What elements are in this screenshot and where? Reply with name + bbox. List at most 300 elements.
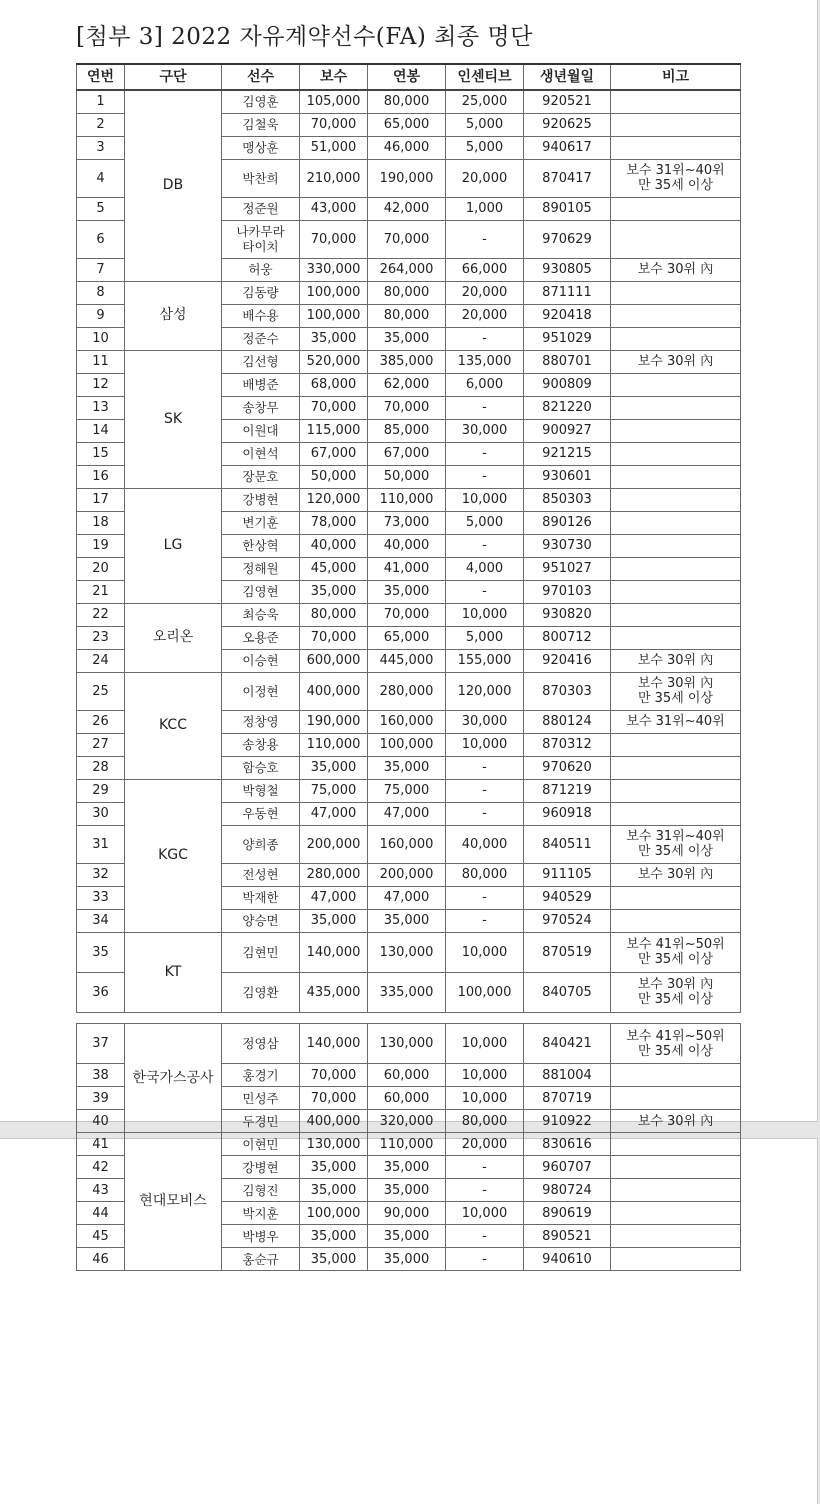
- incentive-value: 10,000: [446, 932, 524, 972]
- salary-value: 65,000: [368, 626, 446, 649]
- row-number: 44: [77, 1202, 125, 1225]
- player-name: [222, 1248, 300, 1271]
- table-row: [77, 90, 741, 113]
- player-name: [222, 756, 300, 779]
- table-row: [77, 281, 741, 304]
- row-number: 46: [77, 1248, 125, 1271]
- incentive-value: 80,000: [446, 863, 524, 886]
- incentive-value: 10,000: [446, 603, 524, 626]
- row-number: 5: [77, 197, 125, 220]
- row-number: 39: [77, 1087, 125, 1110]
- salary-value: 445,000: [368, 649, 446, 672]
- pay-value: 40,000: [300, 534, 368, 557]
- player-name-line: 이정현: [242, 683, 279, 699]
- salary-value: 100,000: [368, 733, 446, 756]
- player-name-line: 맹상훈: [242, 140, 279, 155]
- note-cell: [611, 802, 741, 825]
- note-cell: [611, 511, 741, 534]
- incentive-value: 5,000: [446, 511, 524, 534]
- player-name: [222, 909, 300, 932]
- birthdate-value: 920625: [524, 113, 611, 136]
- salary-value: 320,000: [368, 1110, 446, 1133]
- note-cell: [611, 1024, 741, 1064]
- salary-value: 335,000: [368, 972, 446, 1012]
- note-cell: [611, 488, 741, 511]
- birthdate-value: 911105: [524, 863, 611, 886]
- pay-value: 100,000: [300, 281, 368, 304]
- pay-value: 70,000: [300, 220, 368, 258]
- fa-list-table-continued: [76, 1023, 741, 1271]
- incentive-value: 20,000: [446, 304, 524, 327]
- salary-value: 85,000: [368, 419, 446, 442]
- salary-value: 60,000: [368, 1064, 446, 1087]
- note-cell: [611, 1064, 741, 1087]
- salary-value: 110,000: [368, 1133, 446, 1156]
- salary-value: 160,000: [368, 825, 446, 863]
- row-number: 31: [77, 825, 125, 863]
- birthdate-value: 880124: [524, 710, 611, 733]
- note-line: 보수 30위 內: [637, 262, 714, 277]
- document-page-2: [0, 1028, 818, 1504]
- incentive-value: 10,000: [446, 1024, 524, 1064]
- pay-value: 520,000: [300, 350, 368, 373]
- pay-value: 35,000: [300, 580, 368, 603]
- header-team: 구단: [125, 64, 222, 90]
- row-number: 38: [77, 1064, 125, 1087]
- birthdate-value: 880701: [524, 350, 611, 373]
- note-cell: [611, 733, 741, 756]
- player-name-line: 이원대: [242, 423, 279, 438]
- row-number: 21: [77, 580, 125, 603]
- note-cell: [611, 863, 741, 886]
- incentive-value: -: [446, 1156, 524, 1179]
- incentive-value: 10,000: [446, 1064, 524, 1087]
- birthdate-value: 870519: [524, 932, 611, 972]
- player-name-line: 양희종: [242, 836, 279, 852]
- team-name: 현대모비스: [125, 1133, 222, 1271]
- birthdate-value: 980724: [524, 1179, 611, 1202]
- pay-value: 35,000: [300, 1248, 368, 1271]
- incentive-value: 4,000: [446, 557, 524, 580]
- header-no: 연번: [77, 64, 125, 90]
- note-cell: [611, 1133, 741, 1156]
- player-name-line: 장문호: [242, 469, 279, 484]
- salary-value: 70,000: [368, 396, 446, 419]
- note-cell: [611, 909, 741, 932]
- player-name-line: 박형철: [242, 783, 279, 798]
- incentive-value: -: [446, 909, 524, 932]
- pay-value: 35,000: [300, 756, 368, 779]
- player-name-line: 김영훈: [242, 94, 279, 110]
- player-name-line: 배병준: [242, 377, 279, 392]
- player-name: [222, 557, 300, 580]
- row-number: 26: [77, 710, 125, 733]
- pay-value: 120,000: [300, 488, 368, 511]
- player-name-line: 함승호: [242, 760, 279, 775]
- note-line: 보수 31위~40위: [626, 829, 725, 844]
- row-number: 14: [77, 419, 125, 442]
- pay-value: 100,000: [300, 1202, 368, 1225]
- player-name: [222, 350, 300, 373]
- birthdate-value: 970620: [524, 756, 611, 779]
- table-row: [77, 1024, 741, 1064]
- player-name-line: 박찬희: [242, 170, 279, 186]
- salary-value: 80,000: [368, 304, 446, 327]
- player-name: [222, 825, 300, 863]
- incentive-value: -: [446, 1225, 524, 1248]
- player-name: [222, 1225, 300, 1248]
- header-incentive: 인센티브: [446, 64, 524, 90]
- header-salary: 연봉: [368, 64, 446, 90]
- player-name-line: 홍경기: [242, 1067, 279, 1083]
- player-name: [222, 419, 300, 442]
- row-number: 42: [77, 1156, 125, 1179]
- salary-value: 75,000: [368, 779, 446, 802]
- row-number: 45: [77, 1225, 125, 1248]
- row-number: 24: [77, 649, 125, 672]
- incentive-value: 5,000: [446, 626, 524, 649]
- salary-value: 47,000: [368, 886, 446, 909]
- row-number: 17: [77, 488, 125, 511]
- row-number: 1: [77, 90, 125, 113]
- row-number: 27: [77, 733, 125, 756]
- incentive-value: -: [446, 442, 524, 465]
- player-name: [222, 258, 300, 281]
- player-name: [222, 1202, 300, 1225]
- note-line: 보수 41위~50위: [626, 1028, 725, 1044]
- salary-value: 70,000: [368, 220, 446, 258]
- pay-value: 35,000: [300, 909, 368, 932]
- incentive-value: 25,000: [446, 90, 524, 113]
- row-number: 2: [77, 113, 125, 136]
- row-number: 23: [77, 626, 125, 649]
- team-name: KGC: [125, 779, 222, 932]
- player-name: [222, 1156, 300, 1179]
- player-name: [222, 886, 300, 909]
- note-cell: [611, 304, 741, 327]
- table-row: [77, 672, 741, 710]
- table-row: [77, 779, 741, 802]
- salary-value: 67,000: [368, 442, 446, 465]
- incentive-value: 20,000: [446, 1133, 524, 1156]
- player-name-line: 이승현: [242, 653, 279, 668]
- pay-value: 70,000: [300, 396, 368, 419]
- pay-value: 140,000: [300, 1024, 368, 1064]
- incentive-value: 10,000: [446, 733, 524, 756]
- incentive-value: -: [446, 465, 524, 488]
- player-name-line: 나카무라: [236, 224, 285, 239]
- incentive-value: 10,000: [446, 1087, 524, 1110]
- note-cell: [611, 710, 741, 733]
- note-cell: [611, 1248, 741, 1271]
- player-name: [222, 488, 300, 511]
- note-cell: [611, 136, 741, 159]
- player-name-line: 송창무: [242, 400, 279, 415]
- incentive-value: 66,000: [446, 258, 524, 281]
- pay-value: 47,000: [300, 886, 368, 909]
- header-player: 선수: [222, 64, 300, 90]
- player-name: [222, 281, 300, 304]
- player-name: [222, 90, 300, 113]
- incentive-value: -: [446, 534, 524, 557]
- player-name-line: 박재한: [242, 890, 279, 905]
- incentive-value: 10,000: [446, 1202, 524, 1225]
- player-name: [222, 1064, 300, 1087]
- incentive-value: -: [446, 1179, 524, 1202]
- pay-value: 43,000: [300, 197, 368, 220]
- row-number: 33: [77, 886, 125, 909]
- team-name: SK: [125, 350, 222, 488]
- note-cell: [611, 779, 741, 802]
- pay-value: 35,000: [300, 1225, 368, 1248]
- incentive-value: 6,000: [446, 373, 524, 396]
- salary-value: 35,000: [368, 1225, 446, 1248]
- player-name-line: 정준수: [242, 331, 279, 346]
- incentive-value: -: [446, 779, 524, 802]
- pay-value: 200,000: [300, 825, 368, 863]
- salary-value: 280,000: [368, 672, 446, 710]
- note-line: 만 35세 이상: [637, 1043, 714, 1059]
- birthdate-value: 951027: [524, 557, 611, 580]
- table-row: [77, 350, 741, 373]
- note-line: 만 35세 이상: [637, 691, 714, 706]
- table-row: [77, 932, 741, 972]
- player-name: [222, 220, 300, 258]
- salary-value: 65,000: [368, 113, 446, 136]
- note-cell: [611, 327, 741, 350]
- player-name: [222, 603, 300, 626]
- header-note: 비고: [611, 64, 741, 90]
- row-number: 43: [77, 1179, 125, 1202]
- note-cell: [611, 756, 741, 779]
- note-cell: [611, 932, 741, 972]
- row-number: 34: [77, 909, 125, 932]
- note-cell: [611, 197, 741, 220]
- birthdate-value: 840511: [524, 825, 611, 863]
- incentive-value: -: [446, 886, 524, 909]
- player-name: [222, 1024, 300, 1064]
- birthdate-value: 850303: [524, 488, 611, 511]
- team-name: 삼성: [125, 281, 222, 350]
- note-line: 보수 30위 內: [637, 676, 714, 691]
- birthdate-value: 900927: [524, 419, 611, 442]
- player-name: [222, 1179, 300, 1202]
- birthdate-value: 890521: [524, 1225, 611, 1248]
- incentive-value: -: [446, 580, 524, 603]
- header-birthdate: 생년월일: [524, 64, 611, 90]
- player-name-line: 정준원: [242, 201, 279, 216]
- player-name: [222, 465, 300, 488]
- table-row: [77, 1133, 741, 1156]
- player-name-line: 두경민: [242, 1113, 279, 1129]
- note-line: 보수 30위 內: [637, 354, 714, 369]
- birthdate-value: 970629: [524, 220, 611, 258]
- player-name-line: 김영현: [242, 584, 279, 599]
- pay-value: 100,000: [300, 304, 368, 327]
- note-cell: [611, 1179, 741, 1202]
- birthdate-value: 940529: [524, 886, 611, 909]
- row-number: 7: [77, 258, 125, 281]
- note-cell: [611, 886, 741, 909]
- salary-value: 130,000: [368, 1024, 446, 1064]
- player-name: [222, 863, 300, 886]
- birthdate-value: 870719: [524, 1087, 611, 1110]
- birthdate-value: 930805: [524, 258, 611, 281]
- birthdate-value: 920521: [524, 90, 611, 113]
- salary-value: 46,000: [368, 136, 446, 159]
- pay-value: 400,000: [300, 672, 368, 710]
- row-number: 13: [77, 396, 125, 419]
- player-name-line: 변기훈: [242, 515, 279, 530]
- incentive-value: -: [446, 802, 524, 825]
- team-name: KT: [125, 932, 222, 1012]
- note-cell: [611, 1202, 741, 1225]
- birthdate-value: 881004: [524, 1064, 611, 1087]
- pay-value: 115,000: [300, 419, 368, 442]
- note-cell: [611, 1225, 741, 1248]
- note-cell: [611, 672, 741, 710]
- table-row: [77, 603, 741, 626]
- row-number: 20: [77, 557, 125, 580]
- row-number: 19: [77, 534, 125, 557]
- note-line: 보수 31위~40위: [626, 714, 725, 729]
- player-name-line: 김영환: [242, 984, 279, 1000]
- table-row: [77, 488, 741, 511]
- incentive-value: 5,000: [446, 136, 524, 159]
- player-name-line: 최승욱: [242, 607, 279, 622]
- row-number: 12: [77, 373, 125, 396]
- birthdate-value: 890105: [524, 197, 611, 220]
- player-name: [222, 113, 300, 136]
- note-line: 보수 30위 內: [637, 1113, 714, 1129]
- player-name-line: 우동현: [242, 806, 279, 821]
- player-name: [222, 136, 300, 159]
- note-cell: [611, 603, 741, 626]
- player-name-line: 배수용: [242, 308, 279, 323]
- note-cell: [611, 1087, 741, 1110]
- row-number: 35: [77, 932, 125, 972]
- pay-value: 435,000: [300, 972, 368, 1012]
- incentive-value: -: [446, 327, 524, 350]
- player-name: [222, 932, 300, 972]
- fa-list-table: [76, 63, 741, 1013]
- row-number: 4: [77, 159, 125, 197]
- note-cell: [611, 159, 741, 197]
- player-name: [222, 373, 300, 396]
- note-cell: [611, 442, 741, 465]
- pay-value: 78,000: [300, 511, 368, 534]
- player-name: [222, 1133, 300, 1156]
- pay-value: 280,000: [300, 863, 368, 886]
- note-cell: [611, 534, 741, 557]
- row-number: 18: [77, 511, 125, 534]
- note-cell: [611, 373, 741, 396]
- birthdate-value: 821220: [524, 396, 611, 419]
- pay-value: 70,000: [300, 1087, 368, 1110]
- incentive-value: 155,000: [446, 649, 524, 672]
- birthdate-value: 910922: [524, 1110, 611, 1133]
- player-name-line: 김철욱: [242, 117, 279, 132]
- row-number: 32: [77, 863, 125, 886]
- birthdate-value: 930601: [524, 465, 611, 488]
- player-name-line: 김동량: [242, 285, 279, 300]
- pay-value: 75,000: [300, 779, 368, 802]
- salary-value: 35,000: [368, 327, 446, 350]
- note-cell: [611, 580, 741, 603]
- salary-value: 50,000: [368, 465, 446, 488]
- document-title: [첨부 3] 2022 자유계약선수(FA) 최종 명단: [76, 24, 533, 50]
- birthdate-value: 840705: [524, 972, 611, 1012]
- incentive-value: 5,000: [446, 113, 524, 136]
- note-line: 보수 30위 內: [637, 867, 714, 882]
- pay-value: 330,000: [300, 258, 368, 281]
- note-cell: [611, 113, 741, 136]
- birthdate-value: 970103: [524, 580, 611, 603]
- salary-value: 42,000: [368, 197, 446, 220]
- incentive-value: 30,000: [446, 710, 524, 733]
- player-name-line: 이현석: [242, 446, 279, 461]
- salary-value: 35,000: [368, 1179, 446, 1202]
- player-name-line: 박병우: [242, 1228, 279, 1244]
- pay-value: 130,000: [300, 1133, 368, 1156]
- incentive-value: 10,000: [446, 488, 524, 511]
- player-name: [222, 396, 300, 419]
- pay-value: 50,000: [300, 465, 368, 488]
- player-name: [222, 159, 300, 197]
- salary-value: 385,000: [368, 350, 446, 373]
- row-number: 36: [77, 972, 125, 1012]
- incentive-value: 100,000: [446, 972, 524, 1012]
- player-name-line: 한상혁: [242, 538, 279, 553]
- birthdate-value: 830616: [524, 1133, 611, 1156]
- player-name: [222, 197, 300, 220]
- salary-value: 80,000: [368, 90, 446, 113]
- birthdate-value: 800712: [524, 626, 611, 649]
- player-name: [222, 710, 300, 733]
- player-name-line: 양승면: [242, 913, 279, 928]
- note-line: 보수 30위 內: [637, 977, 714, 992]
- birthdate-value: 871219: [524, 779, 611, 802]
- note-cell: [611, 1110, 741, 1133]
- player-name-line: 정창영: [242, 714, 279, 729]
- incentive-value: 120,000: [446, 672, 524, 710]
- note-cell: [611, 465, 741, 488]
- salary-value: 47,000: [368, 802, 446, 825]
- birthdate-value: 840421: [524, 1024, 611, 1064]
- player-name-line: 홍순규: [242, 1251, 279, 1267]
- salary-value: 60,000: [368, 1087, 446, 1110]
- salary-value: 40,000: [368, 534, 446, 557]
- pay-value: 68,000: [300, 373, 368, 396]
- pay-value: 140,000: [300, 932, 368, 972]
- pay-value: 35,000: [300, 1156, 368, 1179]
- table-body: [77, 1024, 741, 1271]
- player-name-line: 김선형: [242, 354, 279, 369]
- note-cell: [611, 350, 741, 373]
- player-name-line: 이현민: [242, 1136, 279, 1152]
- salary-value: 190,000: [368, 159, 446, 197]
- team-name: LG: [125, 488, 222, 603]
- note-line: 만 35세 이상: [637, 952, 714, 967]
- birthdate-value: 970524: [524, 909, 611, 932]
- birthdate-value: 951029: [524, 327, 611, 350]
- salary-value: 35,000: [368, 756, 446, 779]
- pay-value: 70,000: [300, 626, 368, 649]
- birthdate-value: 930730: [524, 534, 611, 557]
- player-name: [222, 1110, 300, 1133]
- note-line: 보수 31위~40위: [626, 163, 725, 178]
- incentive-value: -: [446, 396, 524, 419]
